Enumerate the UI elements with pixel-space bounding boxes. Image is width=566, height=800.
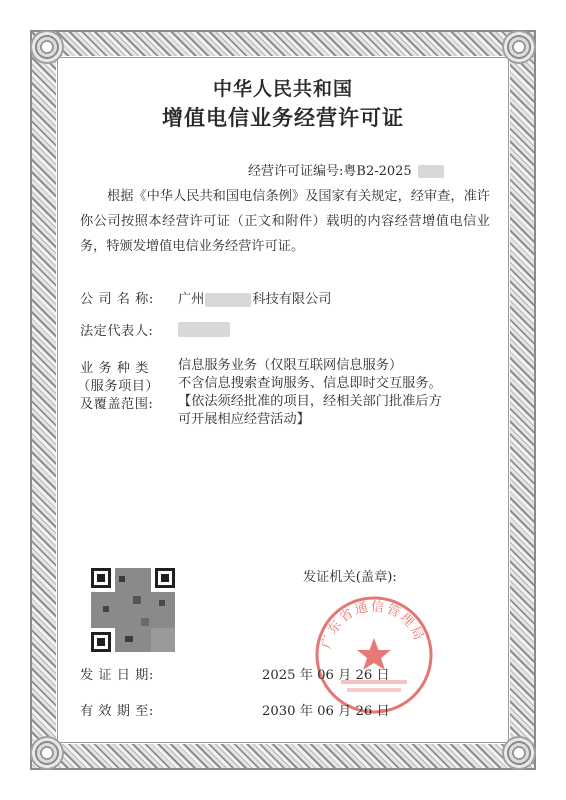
license-number-label: 经营许可证编号: (248, 164, 344, 179)
license-number-value: 粤B2-2025 (343, 164, 412, 179)
scope-line-2: 不含信息搜索查询服务、信息即时交互服务。 (178, 376, 442, 391)
seal-text: 广东省通信管理局 (319, 599, 427, 651)
corner-ornament-top-right (502, 30, 536, 64)
issue-date-label: 发 证 日 期: (80, 668, 154, 683)
scope-label-3: 及覆盖范围: (80, 397, 154, 412)
corner-ornament-bottom-right (502, 736, 536, 770)
legal-rep-label: 法定代表人: (80, 324, 154, 339)
corner-ornament-top-left (30, 30, 64, 64)
valid-until-label: 有 效 期 至: (80, 704, 154, 719)
valid-until-value: 2030 年 06 月 26 日 (262, 704, 390, 719)
license-paragraph-text: 根据《中华人民共和国电信条例》及国家有关规定，经审查，准许你公司按照本经营许可证（正文和附件）载明的内容经营增值电信业务，特颁发增值电信业务经营许可证。 (80, 189, 490, 254)
legal-rep-value (178, 322, 230, 337)
license-number (248, 160, 444, 179)
qr-code (89, 566, 177, 654)
company-name-suffix: 科技有限公司 (252, 292, 332, 307)
license-paragraph (80, 184, 490, 259)
service-scope (178, 357, 442, 429)
scope-line-1: 信息服务业务（仅限互联网信息服务） (178, 358, 403, 373)
company-name-label: 公 司 名 称: (80, 292, 154, 307)
scope-line-4: 可开展相应经营活动】 (178, 412, 310, 427)
issue-date-value: 2025 年 06 月 26 日 (262, 668, 390, 683)
official-seal (313, 594, 435, 716)
company-name-prefix: 广州 (178, 292, 205, 307)
certificate-title-line1: 中华人民共和国 (212, 78, 353, 100)
redacted-legal-rep (178, 322, 230, 337)
corner-ornament-bottom-left (30, 736, 64, 770)
company-name (178, 288, 332, 307)
certificate-title-line2: 增值电信业务经营许可证 (162, 105, 404, 130)
issuer-label: 发证机关(盖章): (303, 570, 397, 585)
scope-label-1: 业 务 种 类 (80, 361, 149, 376)
scope-line-3: 【依法须经批准的项目，经相关部门批准后方 (178, 394, 442, 409)
scope-label-2: （服务项目） (77, 379, 160, 394)
redacted-company-name (205, 293, 251, 307)
redacted-number (418, 165, 444, 178)
